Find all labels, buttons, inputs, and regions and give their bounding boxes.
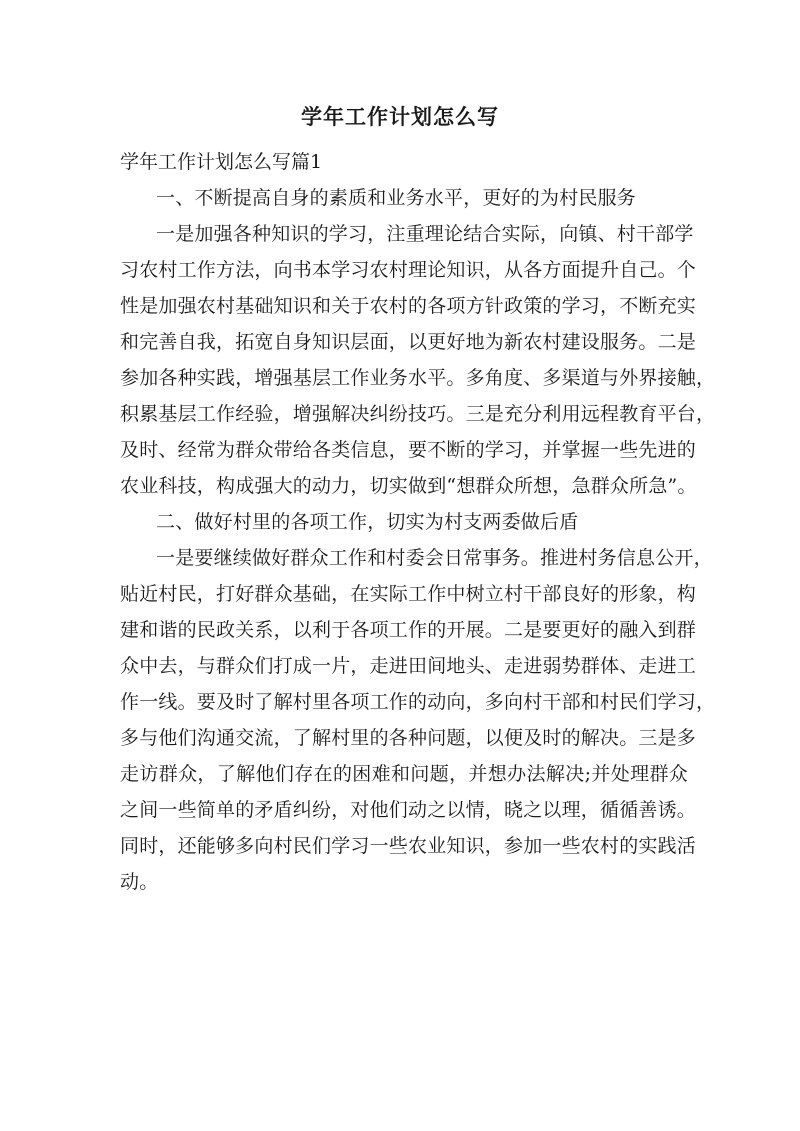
- section-heading: 二、做好村里的各项工作，切实为村支两委做后盾: [156, 511, 579, 533]
- paragraph-line: 一是加强各种知识的学习，注重理论结合实际，向镇、村干部学: [156, 223, 694, 245]
- paragraph-line: 贴近村民，打好群众基础，在实际工作中树立村干部良好的形象，构: [120, 583, 697, 605]
- article-subtitle: 学年工作计划怎么写篇1: [120, 151, 323, 173]
- section-2: [120, 504, 716, 900]
- paragraph-line: 农业科技，构成强大的动力，切实做到“想群众所想，急群众所急”。: [120, 475, 697, 497]
- paragraph-line: 作一线。要及时了解村里各项工作的动向，多向村干部和村民们学习，: [120, 691, 716, 713]
- paragraph-line: 参加各种实践，增强基层工作业务水平。多角度、多渠道与外界接触，: [120, 367, 716, 389]
- paragraph-line: 性是加强农村基础知识和关于农村的各项方针政策的学习，不断充实: [120, 295, 697, 317]
- paragraph-line: 多与他们沟通交流，了解村里的各种问题，以便及时的解决。三是多: [120, 727, 697, 749]
- paragraph-line: 一是要继续做好群众工作和村委会日常事务。推进村务信息公开，: [156, 547, 713, 569]
- document-title: 学年工作计划怎么写: [301, 104, 499, 129]
- paragraph-line: 动。: [120, 871, 159, 893]
- paragraph-line: 习农村工作方法，向书本学习农村理论知识，从各方面提升自己。个: [120, 259, 697, 281]
- paragraph-line: 走访群众，了解他们存在的困难和问题，并想办法解决;并处理群众: [120, 763, 688, 785]
- paragraph-line: 同时，还能够多向村民们学习一些农业知识，参加一些农村的实践活: [120, 835, 697, 857]
- section-heading: 一、不断提高自身的素质和业务水平，更好的为村民服务: [156, 187, 637, 209]
- paragraph-line: 众中去，与群众们打成一片，走进田间地头、走进弱势群体、走进工: [120, 655, 697, 677]
- paragraph-line: 之间一些简单的矛盾纠纷，对他们动之以情，晓之以理，循循善诱。: [120, 799, 697, 821]
- paragraph-line: 建和谐的民政关系，以利于各项工作的开展。二是要更好的融入到群: [120, 619, 697, 641]
- section-1: [120, 180, 716, 504]
- paragraph-line: 及时、经常为群众带给各类信息，要不断的学习，并掌握一些先进的: [120, 439, 697, 461]
- section-1-heading-wrap: [120, 180, 688, 216]
- paragraph-line: 和完善自我，拓宽自身知识层面，以更好地为新农村建设服务。二是: [120, 331, 697, 353]
- section-2-heading-wrap: [120, 504, 688, 540]
- article-body: [120, 144, 716, 900]
- paragraph-line: 积累基层工作经验，增强解决纠纷技巧。三是充分利用远程教育平台，: [120, 403, 716, 425]
